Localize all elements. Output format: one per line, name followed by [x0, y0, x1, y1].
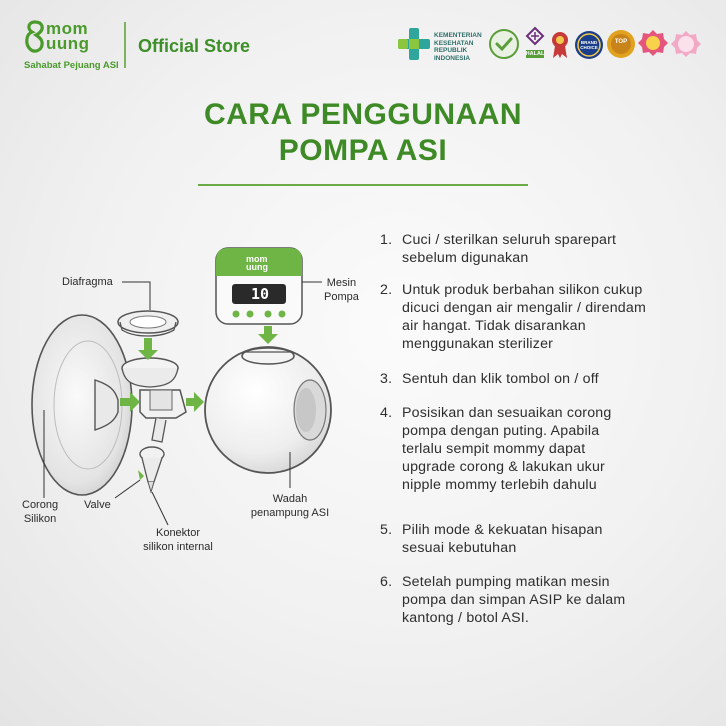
pink-award-icon	[670, 29, 702, 61]
title-divider	[198, 184, 528, 186]
label-mesin-pompa	[324, 276, 359, 304]
pump-diagram	[0, 230, 370, 570]
label-valve: Valve	[84, 499, 111, 511]
pump-logo-top: mom	[246, 254, 268, 264]
top-brand-label: TOP	[614, 39, 628, 45]
kemenkes-line: KEMENTERIAN	[434, 32, 482, 39]
pump-logo-bottom: uung	[246, 262, 268, 272]
page-title-line1: CARA PENGGUNAAN	[203, 98, 523, 131]
logo-word-top: mom	[46, 19, 89, 38]
silicone-funnel	[32, 315, 132, 495]
step-item	[380, 370, 718, 388]
label-corong-silikon	[22, 498, 58, 526]
step-line: Untuk produk berbahan silikon cukup	[402, 282, 643, 298]
top-brand-icon	[606, 29, 636, 61]
step-item	[380, 231, 718, 267]
step-line: kantong / botol ASI.	[402, 610, 530, 626]
step-line: air hangat. Tidak disarankan	[402, 318, 586, 334]
pump-display-value: 10	[250, 285, 270, 303]
header	[0, 0, 726, 80]
step-line: nipple mommy terlebih dahulu	[402, 477, 597, 493]
label-silikon: Silikon	[23, 513, 57, 525]
valve-part	[140, 447, 164, 492]
step-line: pompa dan simpan ASIP ke dalam	[402, 592, 626, 608]
logo-mark-icon	[24, 20, 46, 54]
header-divider	[124, 22, 126, 68]
step-number: 5.	[380, 522, 393, 538]
award-ribbon-icon	[550, 30, 570, 60]
label-konektor	[134, 526, 222, 554]
step-line: Posisikan dan sesuaikan corong	[402, 405, 612, 421]
step-number: 6.	[380, 574, 393, 590]
kemenkes-text	[434, 32, 494, 62]
label-corong: Corong	[22, 499, 59, 511]
step-text	[402, 521, 718, 557]
connector-body	[140, 390, 186, 442]
step-line: Setelah pumping matikan mesin	[402, 574, 610, 590]
diaphragm-part	[118, 311, 178, 336]
logo-wordmark	[46, 21, 90, 51]
step-text	[402, 573, 718, 627]
step-number: 3.	[380, 371, 393, 387]
step-line: menggunakan sterilizer	[402, 336, 554, 352]
step-line: sebelum digunakan	[402, 250, 529, 266]
step-text	[402, 370, 718, 388]
page-title-line2: POMPA ASI	[278, 134, 448, 167]
label-pompa: Pompa	[324, 291, 359, 303]
step-text	[402, 404, 718, 494]
logo-tagline: Sahabat Pejuang ASI	[24, 60, 119, 71]
step-line: Pilih mode & kekuatan hisapan	[402, 522, 603, 538]
brand-choice-label: BRAND CHOICE	[580, 40, 598, 50]
official-store-label: Official Store	[138, 36, 251, 56]
step-line: sesuai kebutuhan	[402, 540, 517, 556]
label-wadah-1: Wadah	[272, 493, 308, 505]
label-mesin: Mesin	[326, 277, 357, 289]
kemenkes-line: KESEHATAN	[434, 39, 474, 47]
step-line: terlalu sempit mommy dapat	[402, 441, 586, 457]
step-line: dicuci dengan air mengalir / direndam	[402, 300, 646, 316]
kemenkes-line: REPUBLIK	[434, 47, 468, 54]
milk-container	[205, 347, 331, 473]
halal-label: HALAL	[525, 51, 545, 57]
step-item	[380, 573, 718, 627]
label-wadah	[244, 492, 336, 520]
label-wadah-2: penampung ASI	[250, 507, 330, 519]
step-number: 4.	[380, 405, 393, 421]
step-line: pompa dengan puting. Apabila	[402, 423, 600, 439]
step-number: 2.	[380, 282, 393, 298]
logo-word-bottom: uung	[46, 34, 90, 53]
step-item	[380, 521, 718, 557]
step-line: upgrade corong & lakukan ukur	[402, 459, 605, 475]
check-certified-icon	[488, 28, 520, 60]
step-line: Sentuh dan klik tombol on / off	[402, 371, 599, 387]
kemenkes-line: INDONESIA	[434, 54, 471, 62]
label-diafragma: Diafragma	[62, 276, 113, 288]
step-number: 1.	[380, 232, 393, 248]
kemenkes-icon	[396, 26, 432, 62]
step-text	[402, 281, 718, 353]
diaphragm-cup	[122, 358, 178, 387]
momuung-logo[interactable]	[24, 20, 124, 76]
step-text	[402, 231, 718, 267]
step-item	[380, 281, 718, 353]
step-item	[380, 404, 718, 494]
label-konektor-2: silikon internal	[143, 541, 213, 553]
step-line: Cuci / sterilkan seluruh sparepart	[402, 232, 617, 248]
label-konektor-1: Konektor	[155, 527, 201, 539]
award-medal-icon	[638, 28, 668, 62]
